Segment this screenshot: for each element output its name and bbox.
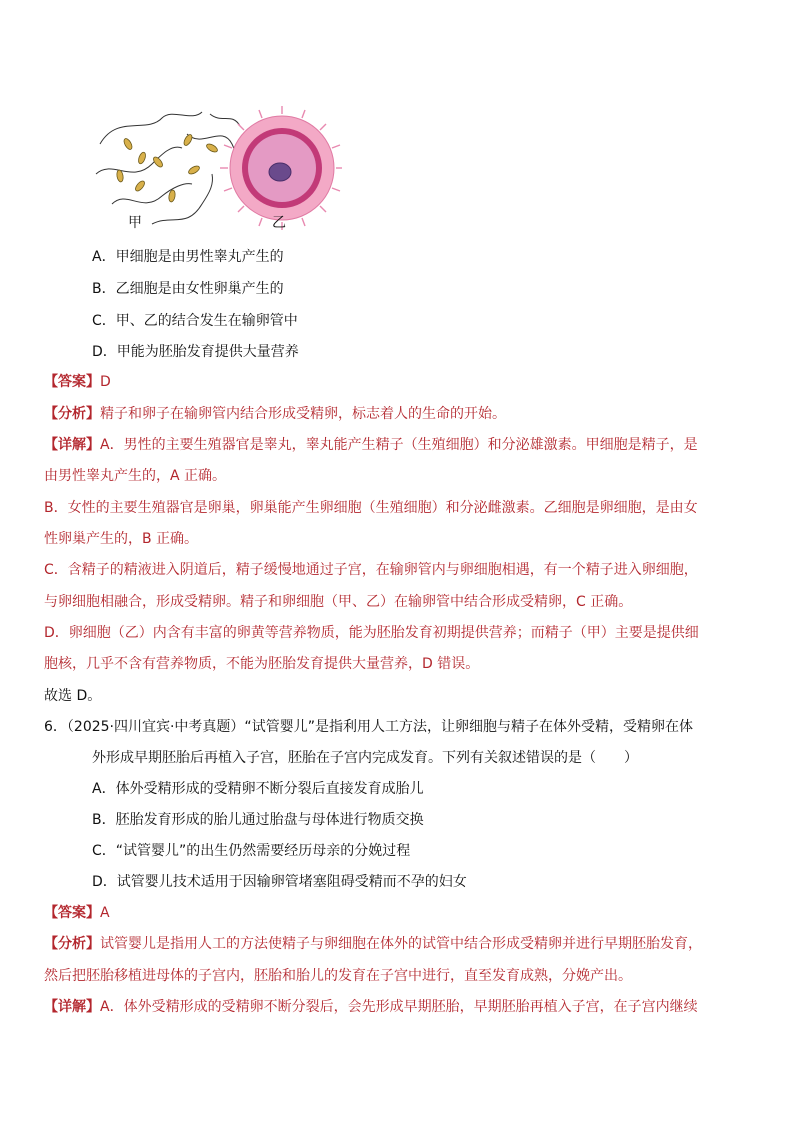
q6-analysis-line2: 然后把胚胎移植进母体的子宫内，胚胎和胎儿的发育在子宫中进行，直至发育成熟，分娩产出。 — [44, 968, 632, 984]
detail-text: A．男性的主要生殖器官是睾丸，睾丸能产生精子（生殖细胞）和分泌雄激素。甲细胞是精子，是 — [100, 437, 698, 453]
q6-answer — [44, 903, 110, 923]
q5-detail-line: B．女性的主要生殖器官是卵巢，卵巢能产生卵细胞（生殖细胞）和分泌雌激素。乙细胞是卵细胞，是由女 — [44, 500, 698, 516]
q6-stem-line1: 6．（2025·四川宜宾·中考真题）“试管婴儿”是指利用人工方法，让卵细胞与精子在体外受精，受精卵在体 — [44, 719, 693, 735]
q5-option-c: C．甲、乙的结合发生在输卵管中 — [92, 313, 298, 329]
analysis-text: 精子和卵子在输卵管内结合形成受精卵，标志着人的生命的开始。 — [100, 406, 506, 422]
q6-option-b: B．胚胎发育形成的胎儿通过胎盘与母体进行物质交换 — [92, 812, 424, 828]
figure-label-sperm: 甲 — [128, 215, 142, 231]
figure-label-egg: 乙 — [272, 215, 286, 231]
q5-detail-line: D．卵细胞（乙）内含有丰富的卵黄等营养物质，能为胚胎发育初期提供营养；而精子（甲）主要是提供细 — [44, 625, 699, 641]
q6-option-a: A．体外受精形成的受精卵不断分裂后直接发育成胎儿 — [92, 781, 424, 797]
q5-detail-line: C．含精子的精液进入阴道后，精子缓慢地通过子宫，在输卵管内与卵细胞相遇，有一个精子进入卵细胞， — [44, 562, 698, 578]
q5-answer — [44, 372, 111, 392]
detail-tag: 【详解】 — [44, 437, 100, 453]
q5-detail-line: 由男性睾丸产生的，A 正确。 — [44, 468, 227, 484]
q5-detail-line: 性卵巢产生的，B 正确。 — [44, 531, 199, 547]
q6-analysis — [44, 934, 702, 954]
q6-option-d: D．试管婴儿技术适用于因输卵管堵塞阻碍受精而不孕的妇女 — [92, 874, 467, 890]
q5-option-a: A．甲细胞是由男性睾丸产生的 — [92, 249, 284, 265]
q6-option-c: C．“试管婴儿”的出生仍然需要经历母亲的分娩过程 — [92, 843, 411, 859]
answer-tag: 【答案】 — [44, 905, 100, 921]
analysis-text: 试管婴儿是指用人工的方法使精子与卵细胞在体外的试管中结合形成受精卵并进行早期胚胎发育， — [100, 936, 702, 952]
answer-value: D — [100, 374, 111, 390]
q6-stem-line2: 外形成早期胚胎后再植入子宫，胚胎在子宫内完成发育。下列有关叙述错误的是（ ） — [92, 750, 638, 766]
q5-conclusion: 故选 D。 — [44, 688, 102, 704]
q5-detail-line: 胞核，几乎不含有营养物质，不能为胚胎发育提供大量营养，D 错误。 — [44, 656, 480, 672]
q5-option-b: B．乙细胞是由女性卵巢产生的 — [92, 281, 284, 297]
q5-option-d: D．甲能为胚胎发育提供大量营养 — [92, 344, 299, 360]
q5-detail — [44, 435, 698, 455]
q5-detail-line: 与卵细胞相融合，形成受精卵。精子和卵细胞（甲、乙）在输卵管中结合形成受精卵，C 正确。 — [44, 594, 633, 610]
answer-tag: 【答案】 — [44, 374, 100, 390]
egg-cell-illustration — [220, 106, 342, 230]
detail-tag: 【详解】 — [44, 999, 100, 1015]
q6-detail — [44, 997, 698, 1017]
detail-text: A．体外受精形成的受精卵不断分裂后，会先形成早期胚胎，早期胚胎再植入子宫，在子宫内继续 — [100, 999, 698, 1015]
answer-value: A — [100, 905, 110, 921]
analysis-tag: 【分析】 — [44, 406, 100, 422]
q5-analysis — [44, 404, 506, 424]
analysis-tag: 【分析】 — [44, 936, 100, 952]
